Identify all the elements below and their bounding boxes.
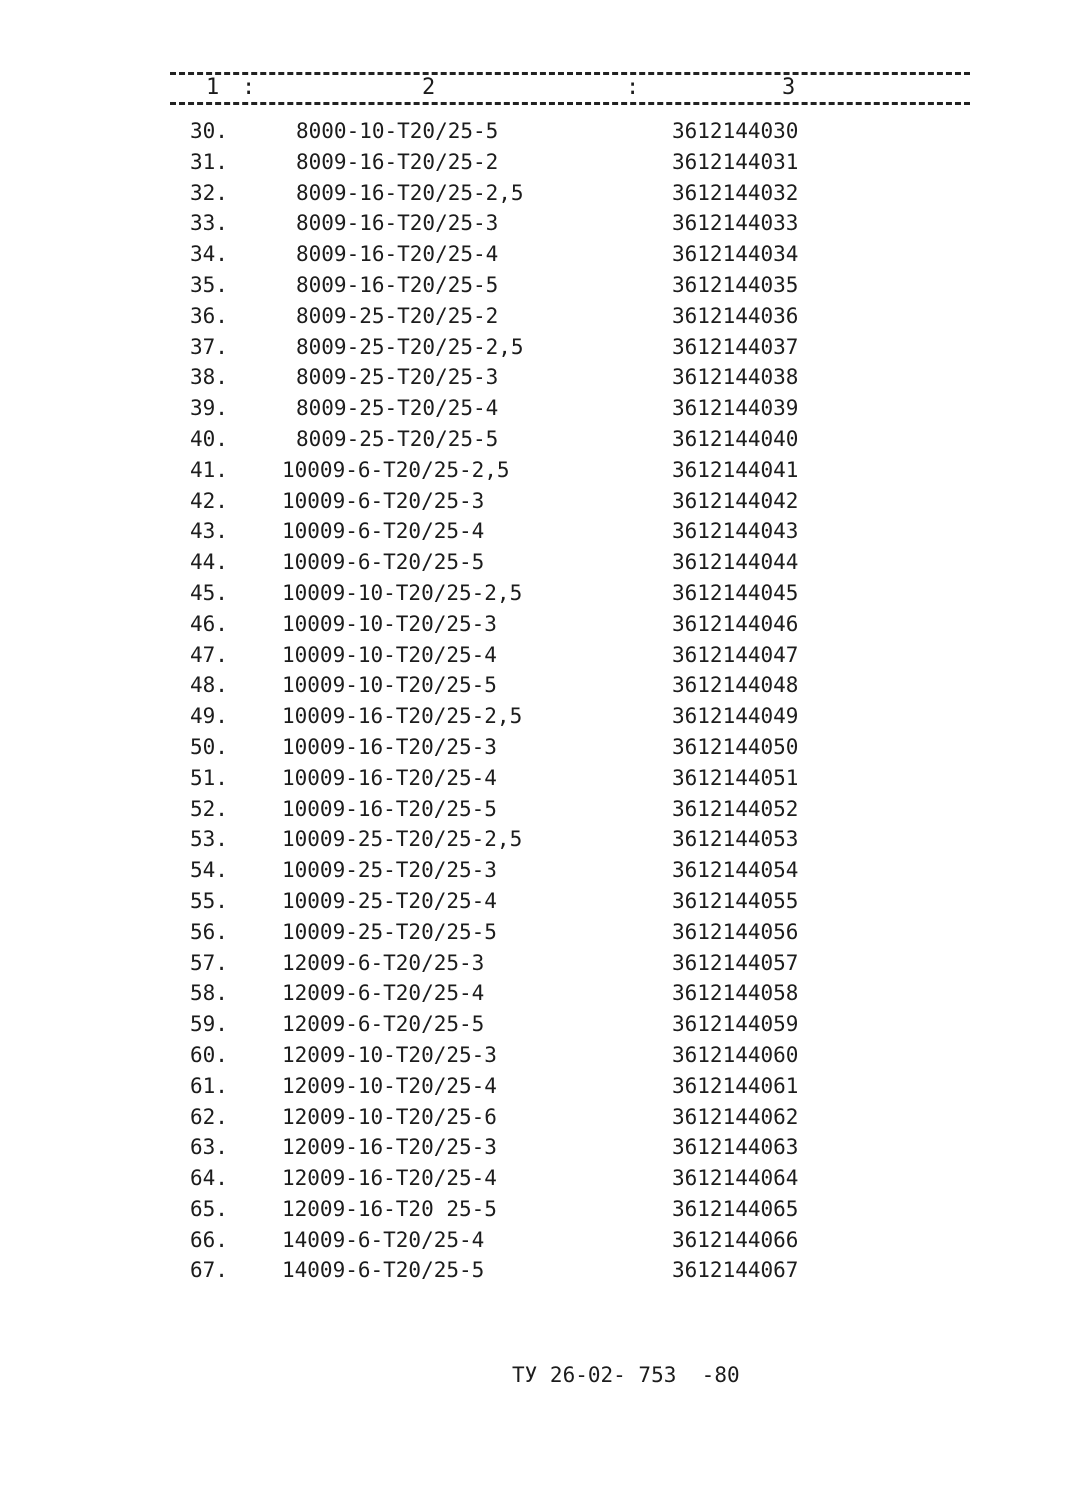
row-code: 3612144032 [672, 180, 799, 205]
header-bottom-rule [170, 102, 970, 105]
row-number: 56. [190, 919, 228, 944]
row-number: 47. [190, 642, 228, 667]
row-code: 3612144046 [672, 611, 799, 636]
row-code: 3612144056 [672, 919, 799, 944]
row-code: 3612144039 [672, 396, 799, 421]
column-header-3: 3 [778, 76, 799, 100]
row-number: 45. [190, 580, 228, 605]
table-row [0, 547, 1066, 578]
row-designation: 10009-16-T20/25-4 [282, 765, 497, 790]
row-number: 36. [190, 303, 228, 328]
row-code: 3612144055 [672, 888, 799, 913]
table-row [0, 701, 1066, 732]
table-row [0, 1071, 1066, 1102]
row-code: 3612144036 [672, 303, 799, 328]
row-designation: 10009-6-T20/25-4 [282, 519, 485, 544]
table-row [0, 763, 1066, 794]
document-reference: ТУ 26-02- 753 [512, 1363, 677, 1387]
row-code: 3612144062 [672, 1104, 799, 1129]
row-number: 60. [190, 1042, 228, 1067]
table-row [0, 1040, 1066, 1071]
table-row [0, 855, 1066, 886]
row-number: 49. [190, 704, 228, 729]
row-number: 39. [190, 396, 228, 421]
table-row [0, 208, 1066, 239]
table-row [0, 486, 1066, 517]
table-row [0, 270, 1066, 301]
row-code: 3612144044 [672, 550, 799, 575]
column-header-2: 2 [418, 76, 439, 100]
table-row [0, 301, 1066, 332]
row-code: 3612144051 [672, 765, 799, 790]
row-designation: 10009-25-T20/25-5 [282, 919, 497, 944]
row-code: 3612144034 [672, 242, 799, 267]
row-code: 3612144038 [672, 365, 799, 390]
row-designation: 10009-25-T20/25-2,5 [282, 827, 523, 852]
table-row [0, 1009, 1066, 1040]
row-number: 50. [190, 734, 228, 759]
row-number: 41. [190, 457, 228, 482]
table-row [0, 824, 1066, 855]
row-code: 3612144066 [672, 1227, 799, 1252]
row-number: 30. [190, 119, 228, 143]
row-designation: 14009-6-T20/25-4 [282, 1227, 485, 1252]
row-number: 52. [190, 796, 228, 821]
row-code: 3612144040 [672, 426, 799, 451]
row-designation: 10009-25-T20/25-3 [282, 858, 497, 883]
table-row [0, 578, 1066, 609]
row-designation: 8009-25-T20/25-2 [296, 303, 499, 328]
table-row [0, 609, 1066, 640]
row-number: 55. [190, 888, 228, 913]
row-designation: 12009-10-T20/25-6 [282, 1104, 497, 1129]
row-designation: 12009-16-T20/25-3 [282, 1135, 497, 1160]
row-code: 3612144065 [672, 1196, 799, 1221]
row-number: 35. [190, 272, 228, 297]
row-designation: 12009-10-T20/25-3 [282, 1042, 497, 1067]
row-code: 3612144042 [672, 488, 799, 513]
row-number: 31. [190, 149, 228, 174]
table-row [0, 455, 1066, 486]
table-row [0, 978, 1066, 1009]
row-number: 63. [190, 1135, 228, 1160]
row-code: 3612144052 [672, 796, 799, 821]
row-number: 43. [190, 519, 228, 544]
row-number: 33. [190, 211, 228, 236]
table-row [0, 670, 1066, 701]
row-designation: 10009-10-T20/25-5 [282, 673, 497, 698]
table-row [0, 147, 1066, 178]
row-designation: 8009-25-T20/25-3 [296, 365, 499, 390]
row-designation: 10009-10-T20/25-3 [282, 611, 497, 636]
page-number: -80 [701, 1363, 740, 1387]
row-number: 66. [190, 1227, 228, 1252]
row-code: 3612144050 [672, 734, 799, 759]
row-code: 3612144043 [672, 519, 799, 544]
row-number: 32. [190, 180, 228, 205]
row-number: 37. [190, 334, 228, 359]
table-row [0, 794, 1066, 825]
row-designation: 12009-10-T20/25-4 [282, 1073, 497, 1098]
table-row [0, 116, 1066, 147]
row-code: 3612144058 [672, 981, 799, 1006]
row-designation: 8009-25-T20/25-5 [296, 426, 499, 451]
row-designation: 10009-6-T20/25-5 [282, 550, 485, 575]
row-number: 44. [190, 550, 228, 575]
header-top-rule [170, 72, 970, 75]
table-row [0, 1102, 1066, 1133]
row-number: 48. [190, 673, 228, 698]
row-designation: 10009-16-T20/25-2,5 [282, 704, 523, 729]
table-row [0, 886, 1066, 917]
row-designation: 8009-16-T20/25-3 [296, 211, 499, 236]
row-code: 3612144037 [672, 334, 799, 359]
table-row [0, 516, 1066, 547]
table-row [0, 362, 1066, 393]
row-code: 3612144064 [672, 1166, 799, 1191]
row-code: 3612144063 [672, 1135, 799, 1160]
row-designation: 10009-6-T20/25-2,5 [282, 457, 510, 482]
row-number: 40. [190, 426, 228, 451]
row-designation: 10009-6-T20/25-3 [282, 488, 485, 513]
page-footer [512, 1360, 740, 1390]
row-code: 3612144059 [672, 1012, 799, 1037]
row-designation: 12009-6-T20/25-3 [282, 950, 485, 975]
table-row [0, 332, 1066, 363]
table-row [0, 948, 1066, 979]
table-row [0, 917, 1066, 948]
row-designation: 10009-16-T20/25-3 [282, 734, 497, 759]
row-number: 42. [190, 488, 228, 513]
row-code: 3612144061 [672, 1073, 799, 1098]
row-code: 3612144035 [672, 272, 799, 297]
row-designation: 12009-6-T20/25-4 [282, 981, 485, 1006]
row-code: 3612144048 [672, 673, 799, 698]
row-designation: 8009-25-T20/25-2,5 [296, 334, 524, 359]
row-number: 34. [190, 242, 228, 267]
row-number: 62. [190, 1104, 228, 1129]
row-code: 3612144053 [672, 827, 799, 852]
row-number: 65. [190, 1196, 228, 1221]
table-row [0, 1225, 1066, 1256]
table-row [0, 239, 1066, 270]
table-row [0, 424, 1066, 455]
row-designation: 10009-10-T20/25-2,5 [282, 580, 523, 605]
row-number: 54. [190, 858, 228, 883]
table-row [0, 1132, 1066, 1163]
row-code: 3612144045 [672, 580, 799, 605]
table-row [0, 732, 1066, 763]
row-code: 3612144057 [672, 950, 799, 975]
row-designation: 8009-16-T20/25-2,5 [296, 180, 524, 205]
row-number: 51. [190, 765, 228, 790]
row-designation: 10009-25-T20/25-4 [282, 888, 497, 913]
row-number: 53. [190, 827, 228, 852]
row-designation: 8009-16-T20/25-2 [296, 149, 499, 174]
row-code: 3612144031 [672, 149, 799, 174]
table-row [0, 1255, 1066, 1286]
table-row [0, 640, 1066, 671]
row-code: 3612144033 [672, 211, 799, 236]
row-number: 38. [190, 365, 228, 390]
column-header-1: 1 [202, 76, 223, 100]
column-separator: : [622, 76, 643, 100]
row-designation: 8000-10-T20/25-5 [296, 119, 499, 143]
row-code: 3612144067 [672, 1258, 799, 1283]
row-code: 3612144041 [672, 457, 799, 482]
table-row [0, 1163, 1066, 1194]
table-row [0, 178, 1066, 209]
row-designation: 12009-16-T20 25-5 [282, 1196, 497, 1221]
table-row [0, 393, 1066, 424]
row-designation: 8009-25-T20/25-4 [296, 396, 499, 421]
row-code: 3612144049 [672, 704, 799, 729]
row-number: 67. [190, 1258, 228, 1283]
row-number: 59. [190, 1012, 228, 1037]
row-designation: 10009-10-T20/25-4 [282, 642, 497, 667]
row-number: 46. [190, 611, 228, 636]
row-code: 3612144054 [672, 858, 799, 883]
table-row [0, 1194, 1066, 1225]
row-number: 58. [190, 981, 228, 1006]
row-code: 3612144060 [672, 1042, 799, 1067]
row-designation: 10009-16-T20/25-5 [282, 796, 497, 821]
row-number: 57. [190, 950, 228, 975]
row-designation: 14009-6-T20/25-5 [282, 1258, 485, 1283]
row-designation: 8009-16-T20/25-5 [296, 272, 499, 297]
column-separator: : [238, 76, 259, 100]
row-code: 3612144030 [672, 119, 799, 143]
row-number: 64. [190, 1166, 228, 1191]
row-designation: 12009-16-T20/25-4 [282, 1166, 497, 1191]
table-body [0, 116, 1066, 1286]
row-designation: 8009-16-T20/25-4 [296, 242, 499, 267]
row-designation: 12009-6-T20/25-5 [282, 1012, 485, 1037]
row-code: 3612144047 [672, 642, 799, 667]
row-number: 61. [190, 1073, 228, 1098]
